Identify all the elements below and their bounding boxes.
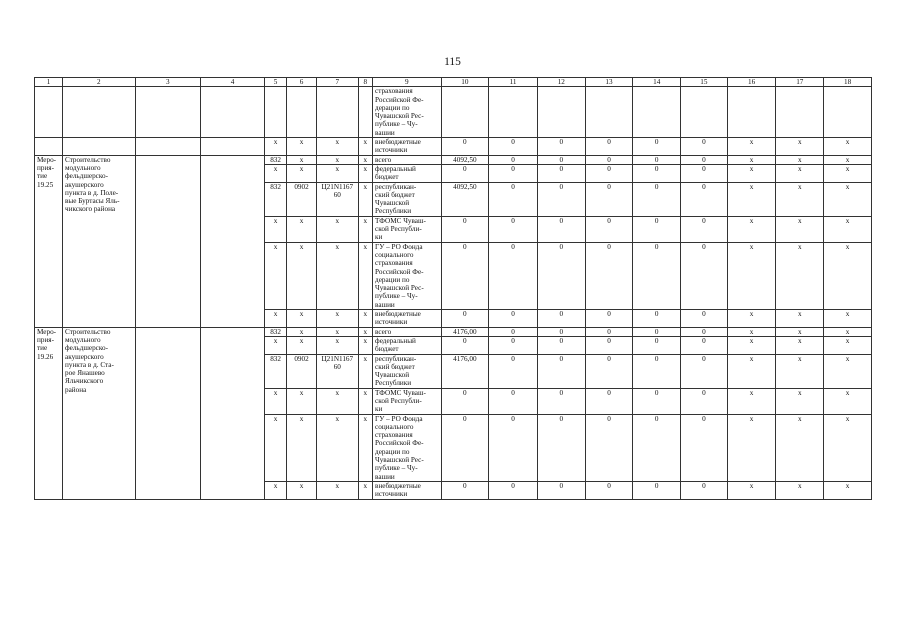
table-row: [35, 87, 872, 138]
table-cell: [63, 138, 136, 156]
table-cell: x: [727, 310, 776, 328]
table-cell: x: [317, 414, 358, 481]
table-cell: x: [824, 336, 872, 354]
table-cell: x: [265, 242, 287, 309]
table-cell: 0: [585, 354, 633, 388]
table-cell: 0: [681, 310, 728, 328]
table-cell: 4092,50: [441, 155, 489, 164]
table-cell: 0: [585, 138, 633, 156]
column-header: 16: [727, 78, 776, 87]
table-cell: 0: [633, 327, 681, 336]
column-header: 4: [200, 78, 264, 87]
table-cell: x: [727, 216, 776, 242]
table-cell: [35, 87, 63, 138]
table-cell: x: [776, 216, 824, 242]
table-cell: 0: [681, 481, 728, 499]
table-cell: 0: [633, 182, 681, 216]
table-cell: x: [358, 164, 373, 182]
table-cell: [317, 87, 358, 138]
table-cell: 0: [537, 310, 585, 328]
column-header: 1: [35, 78, 63, 87]
table-cell: [727, 87, 776, 138]
table-cell: республикан- ский бюджет Чувашской Республики: [373, 182, 441, 216]
table-cell: 0: [585, 155, 633, 164]
table-cell: внебюджетные источники: [373, 310, 441, 328]
table-cell: ТФОМС Чуваш- ской Республи- ки: [373, 216, 441, 242]
table-cell: x: [358, 327, 373, 336]
table-cell: 0: [681, 164, 728, 182]
table-cell: 0: [681, 242, 728, 309]
table-cell: [585, 87, 633, 138]
table-cell: x: [358, 336, 373, 354]
budget-table: [34, 77, 872, 500]
table-cell: 0: [489, 216, 538, 242]
table-cell: x: [727, 242, 776, 309]
table-cell: x: [265, 164, 287, 182]
table-cell: 0: [489, 242, 538, 309]
table-cell: внебюджетные источники: [373, 138, 441, 156]
table-cell: 0: [489, 388, 538, 414]
table-cell: x: [824, 310, 872, 328]
table-row: [35, 155, 872, 164]
table-cell: 0: [633, 336, 681, 354]
column-header: 15: [681, 78, 728, 87]
table-cell: x: [265, 216, 287, 242]
table-cell: x: [824, 388, 872, 414]
table-cell: 0: [585, 310, 633, 328]
table-cell: x: [317, 216, 358, 242]
empty-cell: [200, 327, 264, 499]
table-cell: x: [824, 327, 872, 336]
table-cell: ГУ – РО Фонда социального страхования Российской Фе- дерации по Чувашской Рес- публике – Чу- вашии: [373, 414, 441, 481]
table-cell: x: [824, 481, 872, 499]
table-cell: 0: [681, 327, 728, 336]
measure-number: Меро- прия- тие 19.26: [35, 327, 63, 499]
table-cell: x: [265, 336, 287, 354]
column-header: 8: [358, 78, 373, 87]
table-cell: всего: [373, 327, 441, 336]
measure-title: Строительство модульного фельдшерско- акушерского пункта в д. Поле- вые Буртасы Яль- чикского района: [63, 155, 136, 327]
table-cell: [135, 87, 200, 138]
table-cell: ТФОМС Чуваш- ской Республи- ки: [373, 388, 441, 414]
table-cell: всего: [373, 155, 441, 164]
table-cell: 0: [441, 138, 489, 156]
table-cell: x: [286, 388, 316, 414]
table-cell: x: [824, 414, 872, 481]
table-cell: 832: [265, 155, 287, 164]
table-cell: x: [317, 310, 358, 328]
table-cell: x: [776, 164, 824, 182]
table-cell: 0: [633, 138, 681, 156]
table-cell: x: [776, 414, 824, 481]
table-cell: x: [727, 138, 776, 156]
table-cell: 0: [489, 182, 538, 216]
table-cell: 4176,00: [441, 354, 489, 388]
table-cell: x: [824, 182, 872, 216]
table-cell: 0: [633, 164, 681, 182]
table-cell: [358, 87, 373, 138]
table-cell: x: [776, 182, 824, 216]
table-cell: [681, 87, 728, 138]
table-cell: 0: [585, 242, 633, 309]
table-cell: [633, 87, 681, 138]
table-cell: x: [358, 242, 373, 309]
table-cell: [200, 138, 264, 156]
table-cell: x: [317, 388, 358, 414]
column-header: 11: [489, 78, 538, 87]
table-cell: 0: [537, 327, 585, 336]
table-cell: 0: [585, 182, 633, 216]
table-cell: 0: [585, 388, 633, 414]
table-cell: 0: [585, 481, 633, 499]
table-cell: x: [286, 138, 316, 156]
table-cell: 0: [681, 336, 728, 354]
table-cell: 0: [681, 216, 728, 242]
table-cell: 0: [441, 336, 489, 354]
table-cell: x: [317, 481, 358, 499]
table-cell: x: [358, 354, 373, 388]
table-cell: x: [824, 242, 872, 309]
table-cell: 0: [585, 336, 633, 354]
table-cell: 0: [633, 388, 681, 414]
table-cell: x: [265, 414, 287, 481]
table-cell: 0: [441, 164, 489, 182]
table-cell: 4092,50: [441, 182, 489, 216]
table-cell: x: [727, 164, 776, 182]
table-cell: [265, 87, 287, 138]
table-cell: x: [286, 242, 316, 309]
column-header: 2: [63, 78, 136, 87]
table-cell: 0: [441, 242, 489, 309]
table-cell: x: [286, 481, 316, 499]
table-cell: 0: [537, 216, 585, 242]
table-row: [35, 327, 872, 336]
table-cell: 0: [441, 481, 489, 499]
table-cell: 0: [489, 164, 538, 182]
table-cell: 0: [633, 310, 681, 328]
table-cell: 0: [537, 336, 585, 354]
table-cell: x: [358, 388, 373, 414]
table-cell: x: [727, 481, 776, 499]
table-cell: Ц21N1167 60: [317, 354, 358, 388]
table-cell: 0: [537, 481, 585, 499]
table-cell: x: [776, 327, 824, 336]
table-cell: x: [776, 138, 824, 156]
table-cell: x: [727, 414, 776, 481]
table-cell: 0: [537, 155, 585, 164]
table-cell: x: [317, 155, 358, 164]
table-cell: 0: [489, 155, 538, 164]
table-cell: федеральный бюджет: [373, 336, 441, 354]
table-cell: 0: [537, 138, 585, 156]
table-cell: [537, 87, 585, 138]
table-cell: x: [776, 481, 824, 499]
table-cell: 0: [489, 138, 538, 156]
table-cell: x: [286, 327, 316, 336]
table-cell: x: [358, 310, 373, 328]
table-cell: x: [824, 138, 872, 156]
table-cell: [63, 87, 136, 138]
page-number: 115: [444, 56, 461, 68]
table-cell: 0: [441, 388, 489, 414]
table-cell: x: [265, 138, 287, 156]
column-header: 17: [776, 78, 824, 87]
column-header: 13: [585, 78, 633, 87]
table-cell: [135, 138, 200, 156]
table-cell: 0: [633, 216, 681, 242]
table-cell: x: [727, 336, 776, 354]
table-cell: x: [727, 388, 776, 414]
empty-cell: [200, 155, 264, 327]
table-cell: 0: [585, 327, 633, 336]
table-cell: республикан- ский бюджет Чувашской Республики: [373, 354, 441, 388]
empty-cell: [135, 327, 200, 499]
measure-number: Меро- прия- тие 19.25: [35, 155, 63, 327]
table-cell: x: [265, 310, 287, 328]
measure-title: Строительство модульного фельдшерско- акушерского пункта в д. Ста- рое Янашево Яльчикского района: [63, 327, 136, 499]
table-cell: 832: [265, 327, 287, 336]
table-cell: x: [265, 388, 287, 414]
table-cell: 0: [441, 414, 489, 481]
table-cell: 0902: [286, 354, 316, 388]
column-header: 7: [317, 78, 358, 87]
table-cell: 0: [681, 155, 728, 164]
table-cell: x: [727, 327, 776, 336]
table-cell: x: [824, 216, 872, 242]
table-cell: 0: [585, 414, 633, 481]
table-cell: x: [265, 481, 287, 499]
table-cell: 0: [585, 164, 633, 182]
table-cell: 0: [681, 414, 728, 481]
table-cell: 0: [489, 327, 538, 336]
table-cell: x: [358, 138, 373, 156]
empty-cell: [135, 155, 200, 327]
table-cell: x: [317, 138, 358, 156]
table-cell: x: [286, 164, 316, 182]
column-header: 14: [633, 78, 681, 87]
table-cell: [489, 87, 538, 138]
table-cell: x: [286, 414, 316, 481]
table-cell: 0: [489, 354, 538, 388]
table-cell: x: [776, 388, 824, 414]
table-cell: x: [727, 354, 776, 388]
table-cell: 0902: [286, 182, 316, 216]
table-cell: 0: [537, 388, 585, 414]
table-cell: 0: [681, 354, 728, 388]
table-cell: x: [358, 481, 373, 499]
table-cell: [286, 87, 316, 138]
table-cell: 4176,00: [441, 327, 489, 336]
table-cell: x: [776, 155, 824, 164]
column-header: 9: [373, 78, 441, 87]
table-cell: федеральный бюджет: [373, 164, 441, 182]
table-cell: 0: [681, 138, 728, 156]
table-cell: x: [727, 182, 776, 216]
table-cell: x: [286, 310, 316, 328]
table-cell: [200, 87, 264, 138]
table-cell: внебюджетные источники: [373, 481, 441, 499]
table-cell: x: [776, 354, 824, 388]
table-cell: 0: [585, 216, 633, 242]
table-cell: x: [286, 155, 316, 164]
table-cell: x: [358, 155, 373, 164]
table-cell: 0: [537, 354, 585, 388]
table-cell: [824, 87, 872, 138]
table-cell: x: [776, 336, 824, 354]
table-cell: x: [286, 216, 316, 242]
table-cell: [776, 87, 824, 138]
table-row: [35, 138, 872, 156]
table-cell: x: [317, 336, 358, 354]
table-cell: 0: [489, 414, 538, 481]
column-header: 18: [824, 78, 872, 87]
table-cell: 0: [633, 414, 681, 481]
table-cell: x: [317, 242, 358, 309]
table-cell: x: [358, 216, 373, 242]
table-cell: 832: [265, 182, 287, 216]
table-cell: 0: [441, 310, 489, 328]
table-cell: x: [727, 155, 776, 164]
column-header: 6: [286, 78, 316, 87]
table-cell: x: [776, 242, 824, 309]
column-header: 3: [135, 78, 200, 87]
table-cell: 0: [537, 414, 585, 481]
table-cell: страхования Российской Фе- дерации по Чувашской Рес- публике – Чу- вашии: [373, 87, 441, 138]
column-header: 10: [441, 78, 489, 87]
table-cell: x: [776, 310, 824, 328]
table-cell: 0: [537, 164, 585, 182]
table-cell: 0: [441, 216, 489, 242]
table-cell: x: [358, 414, 373, 481]
table-cell: 0: [489, 481, 538, 499]
table-cell: Ц21N1167 60: [317, 182, 358, 216]
table-cell: 0: [537, 242, 585, 309]
table-cell: x: [317, 327, 358, 336]
table-cell: x: [824, 164, 872, 182]
table-cell: [441, 87, 489, 138]
table-cell: 0: [681, 388, 728, 414]
header-row: [35, 78, 872, 87]
table-cell: 0: [537, 182, 585, 216]
table-cell: 0: [633, 242, 681, 309]
table-cell: x: [358, 182, 373, 216]
table-cell: 832: [265, 354, 287, 388]
column-header: 12: [537, 78, 585, 87]
table-cell: x: [824, 155, 872, 164]
table-cell: ГУ – РО Фонда социального страхования Российской Фе- дерации по Чувашской Рес- публике – Чу- вашии: [373, 242, 441, 309]
table-cell: 0: [633, 354, 681, 388]
table-cell: 0: [681, 182, 728, 216]
table-cell: x: [317, 164, 358, 182]
table-cell: 0: [489, 310, 538, 328]
table-cell: x: [824, 354, 872, 388]
table-cell: x: [286, 336, 316, 354]
table-cell: [35, 138, 63, 156]
column-header: 5: [265, 78, 287, 87]
table-cell: 0: [633, 481, 681, 499]
table-cell: 0: [633, 155, 681, 164]
table-cell: 0: [489, 336, 538, 354]
